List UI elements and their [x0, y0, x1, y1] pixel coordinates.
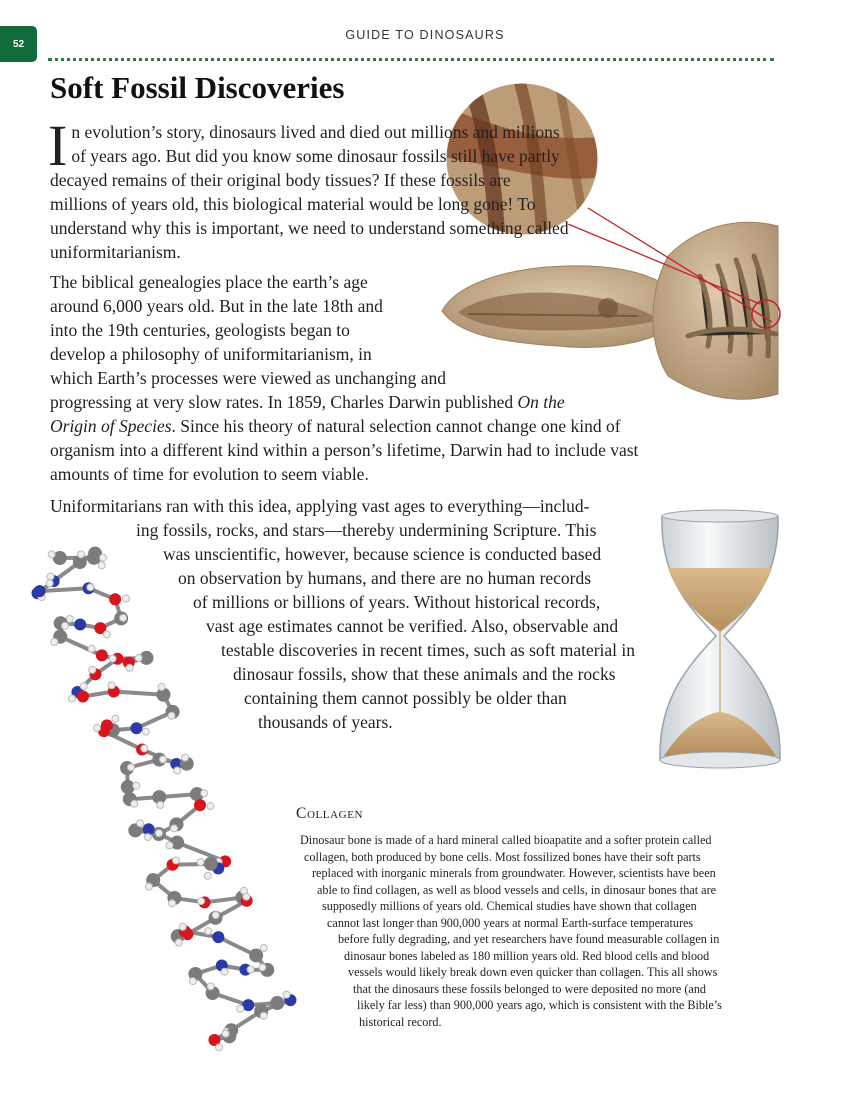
paragraph-line: dinosaur fossils, show that these animals and the rocks — [233, 664, 616, 684]
paragraph-line: Uniformitarians ran with this idea, applying vast ages to everything—includ- — [50, 496, 590, 516]
paragraph-line: was unscientific, however, because science is conducted based — [163, 544, 602, 564]
paragraph-line: around 6,000 years old. But in the late 18th and — [50, 296, 383, 316]
paragraph-line: The biblical genealogies place the earth’s age — [50, 272, 368, 292]
paragraph-line: on observation by humans, and there are no human records — [178, 568, 592, 588]
sidebar-line: able to find collagen, as well as blood vessels and cells, in dinosaur bones that are — [317, 882, 717, 897]
molecule-hydrogen — [173, 857, 180, 864]
molecule-hydrogen — [237, 1005, 244, 1012]
molecule-atom — [34, 585, 46, 597]
sidebar-line: dinosaur bones labeled as 180 million years old. Red blood cells and blood — [344, 948, 710, 963]
sidebar-line: replaced with inorganic minerals from groundwater. However, scientists have been — [312, 866, 716, 880]
line-text: progressing at very slow rates. In 1859, Charles Darwin published — [50, 392, 518, 412]
molecule-hydrogen — [216, 1044, 223, 1051]
sidebar-line: Dinosaur bone is made of a hard mineral called bioapatite and a softer protein called — [300, 833, 712, 847]
paragraph-line: ing fossils, rocks, and stars—thereby undermining Scripture. This — [136, 520, 597, 540]
intro-text: n evolution’s story, dinosaurs lived and died out millions and millions of years ago. But did you know some dinosaur fossils still have partly decayed remains of their original body tissues? If these fossils are millions of years old, this biological material would be long gone! To understand why this is important, we need to understand something called uniformitarianism. — [50, 122, 569, 262]
collagen-heading: Collagen — [296, 805, 364, 822]
paragraph-line: thousands of years. — [258, 712, 393, 732]
molecule-hydrogen — [243, 893, 250, 900]
uniformitarian-paragraph — [50, 494, 690, 734]
molecule-atom — [212, 931, 224, 943]
paragraph-line: testable discoveries in recent times, such as soft material in — [221, 640, 636, 660]
molecule-hydrogen — [159, 756, 166, 763]
molecule-hydrogen — [212, 912, 219, 919]
molecule-hydrogen — [182, 754, 189, 761]
paragraph-line — [50, 390, 710, 414]
molecule-hydrogen — [174, 767, 181, 774]
dotted-divider — [48, 58, 774, 61]
molecule-hydrogen — [283, 991, 290, 998]
molecule-hydrogen — [205, 928, 212, 935]
paragraph-line: of millions or billions of years. Without historical records, — [193, 592, 601, 612]
sidebar-line: likely far less) than 900,000 years ago, which is consistent with the Bible’s — [357, 998, 722, 1012]
molecule-hydrogen — [141, 745, 148, 752]
molecule-hydrogen — [145, 883, 152, 890]
molecule-hydrogen — [189, 978, 196, 985]
running-head: GUIDE TO DINOSAURS — [345, 28, 505, 42]
molecule-hydrogen — [247, 966, 254, 973]
collagen-text — [300, 832, 780, 1030]
molecule-hydrogen — [169, 900, 176, 907]
molecule-atom — [270, 996, 284, 1010]
molecule-hydrogen — [207, 803, 214, 810]
molecule-hydrogen — [221, 968, 228, 975]
paragraph-line: organism into a different kind within a person’s lifetime, Darwin had to include vast — [50, 440, 639, 460]
molecule-hydrogen — [175, 939, 182, 946]
sidebar-line: supposedly millions of years old. Chemical studies have shown that collagen — [322, 899, 697, 913]
paragraph-line: which Earth’s processes were viewed as unchanging and — [50, 368, 447, 388]
paragraph-line: amounts of time for evolution to seem viable. — [50, 464, 369, 484]
sidebar-line: cannot last longer than 900,000 years at normal Earth-surface temperatures — [327, 915, 694, 930]
molecule-hydrogen — [260, 1012, 267, 1019]
paragraph-line: into the 19th centuries, geologists began to — [50, 320, 350, 340]
molecule-hydrogen — [207, 983, 214, 990]
molecule-hydrogen — [137, 820, 144, 827]
sidebar-line: historical record. — [359, 1014, 442, 1029]
drop-cap: I — [48, 113, 68, 178]
paragraph-line: vast age estimates cannot be verified. Also, observable and — [206, 616, 619, 636]
sidebar-line: vessels would likely break down even quicker than collagen. This all shows — [348, 965, 718, 979]
intro-paragraph — [48, 113, 570, 264]
paragraph-line: containing them cannot possibly be older than — [244, 688, 567, 708]
molecule-hydrogen — [128, 764, 135, 771]
molecule-hydrogen — [260, 944, 267, 951]
molecule-hydrogen — [197, 859, 204, 866]
molecule-hydrogen — [179, 923, 186, 930]
molecule-hydrogen — [157, 801, 164, 808]
page-title: Soft Fossil Discoveries — [50, 70, 345, 105]
molecule-hydrogen — [144, 834, 151, 841]
sidebar-line: collagen, both produced by bone cells. Most fossilized bones have their soft parts — [304, 849, 701, 864]
molecule-hydrogen — [222, 1030, 229, 1037]
molecule-hydrogen — [171, 825, 178, 832]
molecule-hydrogen — [131, 800, 138, 807]
genealogy-paragraph — [50, 270, 710, 486]
molecule-hydrogen — [133, 782, 140, 789]
molecule-atom — [204, 857, 218, 871]
sidebar-line: that the dinosaurs these fossils belonged to were deposited no more (and — [353, 981, 707, 996]
line-text: . Since his theory of natural selection cannot change one kind of — [171, 416, 621, 436]
sidebar-line: before fully degrading, and yet researchers have found measurable collagen in — [338, 932, 720, 946]
book-title-part: Origin of Species — [50, 416, 172, 436]
paragraph-line — [50, 414, 710, 438]
book-title-part: On the — [517, 392, 565, 412]
molecule-hydrogen — [201, 790, 208, 797]
paragraph-line: develop a philosophy of uniformitarianism, in — [50, 344, 372, 364]
molecule-hydrogen — [198, 898, 205, 905]
molecule-hydrogen — [204, 872, 211, 879]
molecule-hydrogen — [259, 964, 266, 971]
page-number: 52 — [12, 38, 25, 50]
molecule-hydrogen — [155, 830, 162, 837]
molecule-hydrogen — [166, 842, 173, 849]
molecule-atom — [194, 799, 206, 811]
